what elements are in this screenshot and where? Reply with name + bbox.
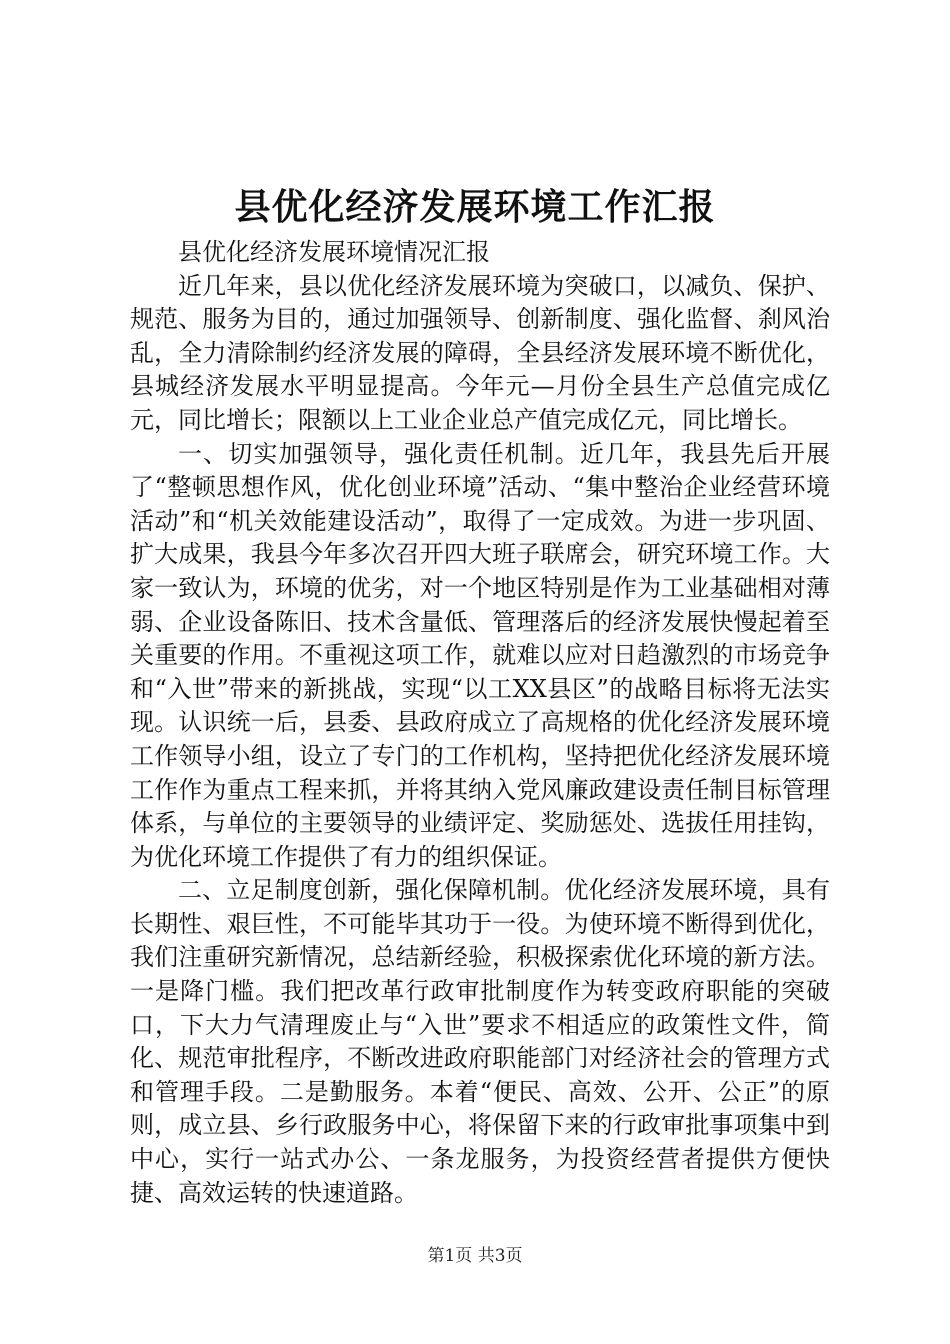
- intro-paragraph: 近几年来，县以优化经济发展环境为突破口，以减负、保护、规范、服务为目的，通过加强领导、创新制度、强化监督、刹风治乱，全力清除制约经济发展的障碍，全县经济发展环境不断优化，县城经济发展水平明显提高。今年元—月份全县生产总值完成亿元，同比增长；限额以上工业企业总产值完成亿元，同比增长。: [130, 271, 830, 434]
- section-one-paragraph: 一、切实加强领导，强化责任机制。近几年，我县先后开展了“整顿思想作风，优化创业环境”活动、“集中整治企业经营环境活动”和“机关效能建设活动”，取得了一定成效。为进一步巩固、扩大成果，我县今年多次召开四大班子联席会，研究环境工作。大家一致认为，环境的优劣，对一个地区特别是作为工业基础相对薄弱、企业设备陈旧、技术含量低、管理落后的经济发展快慢起着至关重要的作用。不重视这项工作，就难以应对日趋激烈的市场竞争和“入世”带来的新挑战，实现“以工XX县区”的战略目标将无法实现。认识统一后，县委、县政府成立了高规格的优化经济发展环境工作领导小组，设立了专门的工作机构，坚持把优化经济发展环境工作作为重点工程来抓，并将其纳入党风廉政建设责任制目标管理体系，与单位的主要领导的业绩评定、奖励惩处、选拔任用挂钩，为优化环境工作提供了有力的组织保证。: [130, 439, 830, 871]
- document-body: [130, 236, 830, 1210]
- document-title: 县优化经济发展环境工作汇报: [234, 186, 716, 228]
- section-two-paragraph: 二、立足制度创新，强化保障机制。优化经济发展环境，具有长期性、艰巨性，不可能毕其功于一役。为使环境不断得到优化，我们注重研究新情况，总结新经验，积极探索优化环境的新方法。一是降门槛。我们把改革行政审批制度作为转变政府职能的突破口，下大力气清理废止与“入世”要求不相适应的政策性文件，简化、规范审批程序，不断改进政府职能部门对经济社会的管理方式和管理手段。二是勤服务。本着“便民、高效、公开、公正”的原则，成立县、乡行政服务中心，将保留下来的行政审批事项集中到中心，实行一站式办公、一条龙服务，为投资经营者提供方便快捷、高效运转的快速道路。: [130, 876, 830, 1207]
- page-number-footer: 第1页 共3页: [427, 1246, 523, 1266]
- subtitle-paragraph: 县优化经济发展环境情况汇报: [178, 238, 490, 266]
